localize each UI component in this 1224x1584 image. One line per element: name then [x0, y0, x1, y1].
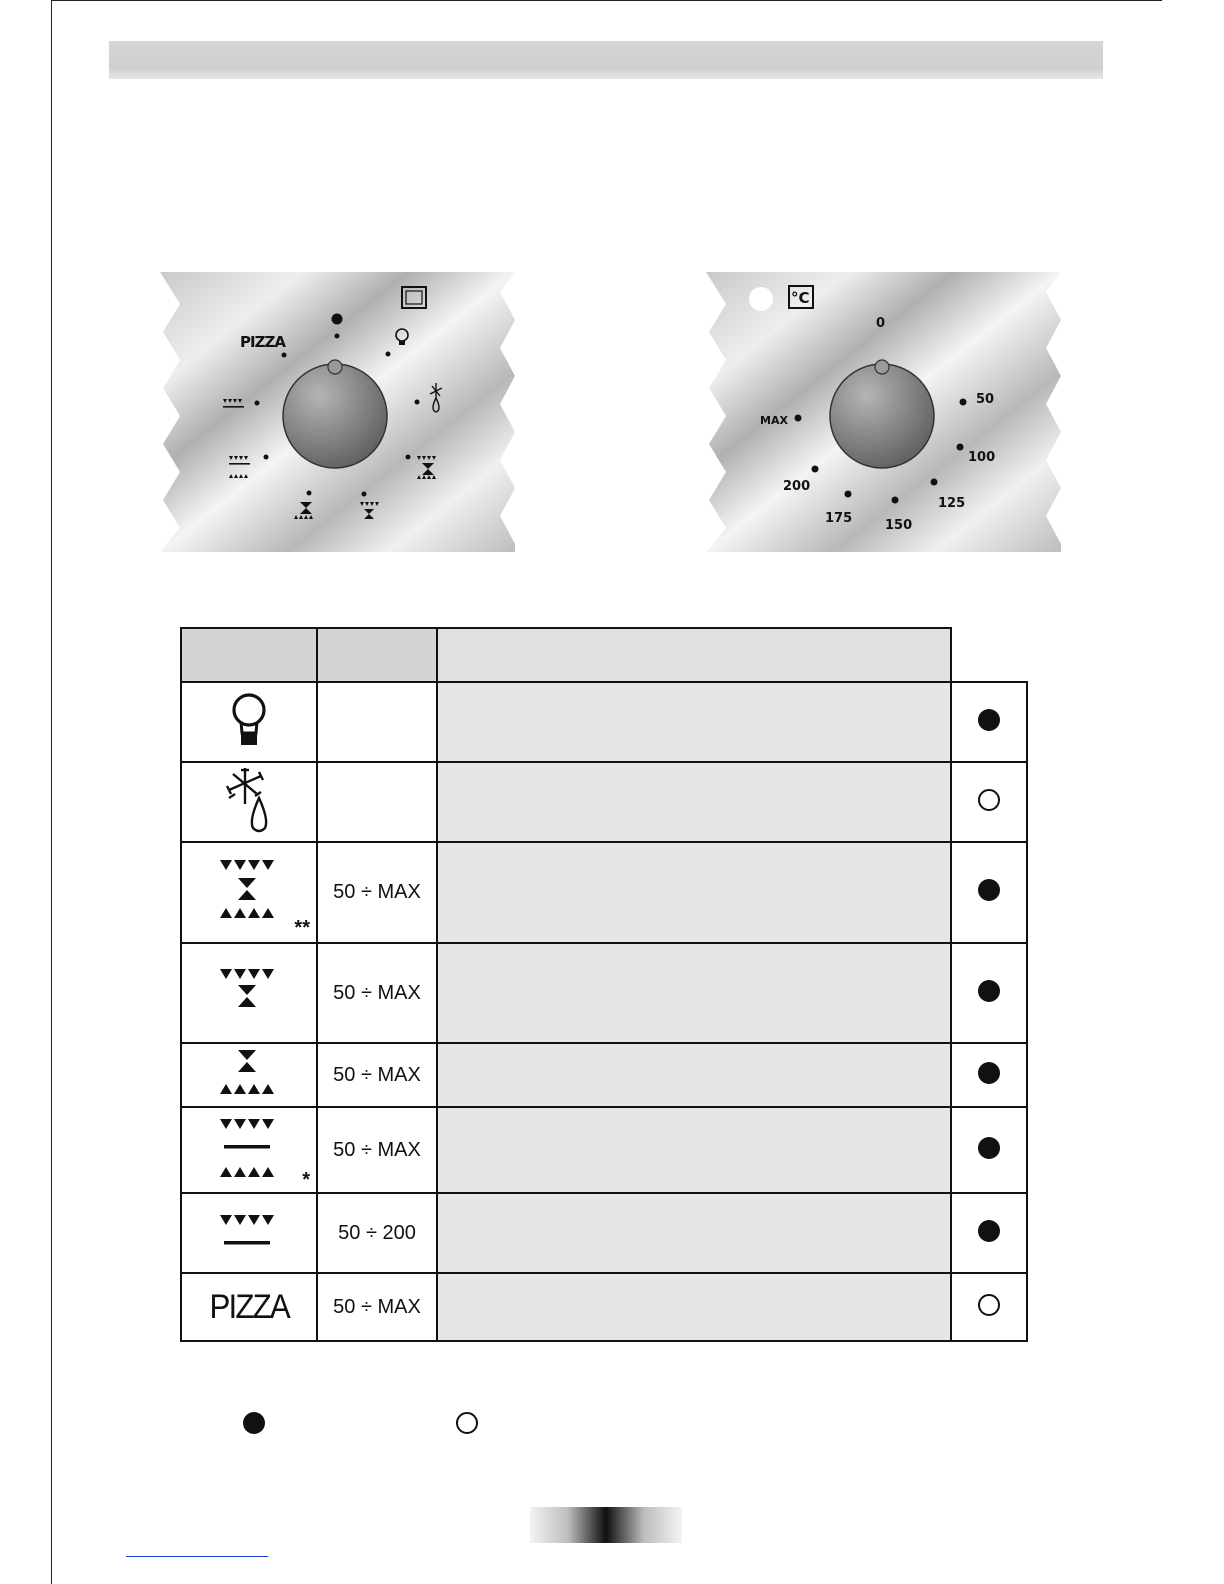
description-cell: [437, 1043, 951, 1107]
description-cell: [437, 1107, 951, 1193]
knob-pointer: [875, 360, 889, 374]
lamp-icon: [181, 682, 317, 762]
scale-150: 150: [885, 518, 913, 533]
table-row: [181, 682, 1027, 762]
legend-open-dot: [456, 1412, 478, 1434]
header-symbol-cell: [181, 628, 317, 682]
temperature-selector-panel: [706, 270, 1066, 554]
filled-dot: [978, 709, 1000, 731]
table-row: [181, 943, 1027, 1043]
footnote-mark: *: [302, 1169, 310, 1191]
scale-175: 175: [825, 511, 853, 526]
temp-range: [317, 762, 437, 842]
top-rule: [52, 0, 1162, 1]
temperature-knob[interactable]: [830, 364, 934, 468]
scale-0: 0: [876, 316, 886, 331]
top-bottom-heat-icon: [181, 1107, 317, 1193]
page-number-bar: [530, 1507, 682, 1543]
scale-125: 125: [938, 496, 966, 511]
section-header-band: [109, 41, 1103, 79]
top-bottom-fan-icon: [181, 842, 317, 943]
open-dot: [978, 1294, 1000, 1316]
indicator-cell: [951, 1273, 1027, 1341]
pizza-dial-label: PIZZA: [240, 333, 285, 351]
indicator-cell: [951, 682, 1027, 762]
description-cell: [437, 943, 951, 1043]
table-row: [181, 1107, 1027, 1193]
temp-range: 50 ÷ MAX: [317, 943, 437, 1043]
table-row: [181, 842, 1027, 943]
indicator-cell: [951, 1193, 1027, 1273]
filled-dot: [978, 1137, 1000, 1159]
header-blank-cell: [951, 628, 1027, 682]
knob-pointer: [328, 360, 342, 374]
indicator-cell: [951, 943, 1027, 1043]
indicator-cell: [951, 1107, 1027, 1193]
scale-max: MAX: [760, 414, 788, 427]
footer-link-underline[interactable]: [126, 1556, 268, 1557]
temp-range: 50 ÷ 200: [317, 1193, 437, 1273]
scale-200: 200: [783, 479, 811, 494]
pizza-label-cell: [181, 1273, 317, 1341]
filled-dot: [978, 1220, 1000, 1242]
description-cell: [437, 1273, 951, 1341]
header-description-cell: [437, 628, 951, 682]
table-row: [181, 1043, 1027, 1107]
indicator-cell: [951, 1043, 1027, 1107]
header-temp-cell: [317, 628, 437, 682]
defrost-icon: [181, 762, 317, 842]
scale-50: 50: [976, 392, 995, 407]
temp-range: 50 ÷ MAX: [317, 1043, 437, 1107]
table-row: [181, 1273, 1027, 1341]
table-header-row: [181, 628, 1027, 682]
top-fan-icon: [181, 943, 317, 1043]
description-cell: [437, 842, 951, 943]
function-selector-panel: [160, 270, 520, 554]
celsius-symbol: °C: [791, 289, 810, 307]
table-row: [181, 762, 1027, 842]
legend-filled-dot: [243, 1412, 265, 1434]
left-margin-rule: [51, 0, 52, 1584]
scale-100: 100: [968, 450, 996, 465]
pizza-label: PIZZA: [209, 1287, 289, 1326]
oven-function-table: [180, 627, 1028, 1342]
thermostat-indicator-light: [749, 287, 773, 311]
table-row: [181, 1193, 1027, 1273]
description-cell: [437, 762, 951, 842]
open-dot: [978, 789, 1000, 811]
filled-dot: [978, 879, 1000, 901]
off-dot: [332, 314, 343, 325]
temp-range: [317, 682, 437, 762]
temp-range: 50 ÷ MAX: [317, 1273, 437, 1341]
indicator-cell: [951, 762, 1027, 842]
top-heat-icon: [181, 1193, 317, 1273]
temp-range: 50 ÷ MAX: [317, 842, 437, 943]
function-knob[interactable]: [283, 364, 387, 468]
bottom-fan-icon: [181, 1043, 317, 1107]
description-cell: [437, 682, 951, 762]
footnote-mark: **: [294, 917, 310, 939]
indicator-cell: [951, 842, 1027, 943]
temp-range: 50 ÷ MAX: [317, 1107, 437, 1193]
filled-dot: [978, 980, 1000, 1002]
description-cell: [437, 1193, 951, 1273]
filled-dot: [978, 1062, 1000, 1084]
